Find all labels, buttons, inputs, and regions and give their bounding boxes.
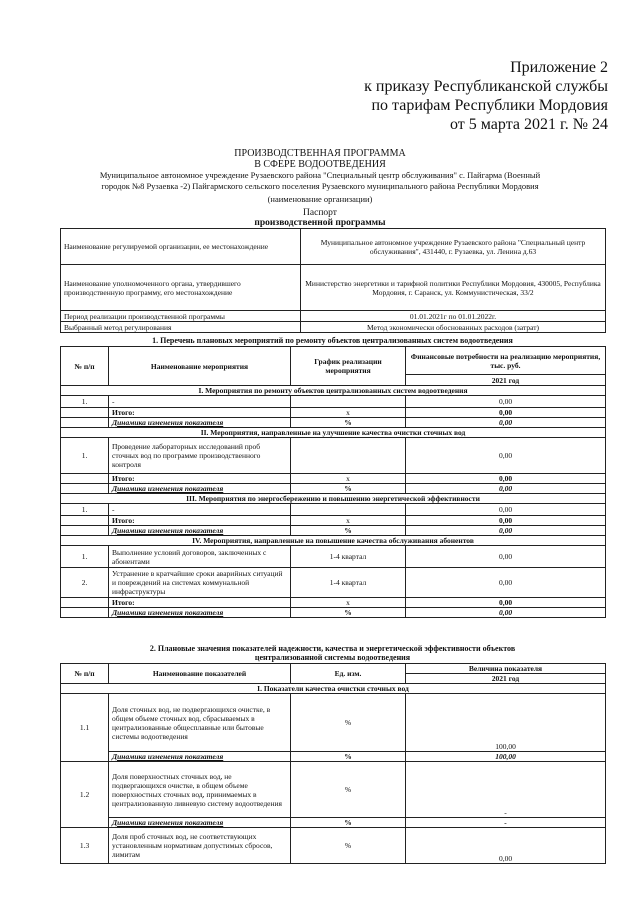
annex-line: к приказу Республиканской службы <box>364 78 608 95</box>
passport-label: Период реализации производственной программы <box>61 311 301 322</box>
row-unit: % <box>291 828 406 864</box>
total-value: 0,00 <box>406 516 606 526</box>
table-row <box>61 762 606 818</box>
row-schedule <box>291 396 406 408</box>
total-x: x <box>291 516 406 526</box>
total-x: x <box>291 408 406 418</box>
row-num: 1. <box>61 546 109 568</box>
row-num: 1.1 <box>61 694 109 762</box>
passport-title <box>0 208 640 228</box>
passport-value: 01.01.2021г по 01.01.2022г. <box>301 311 606 322</box>
dyn-value: 0,00 <box>406 608 606 618</box>
dyn-value: 0,00 <box>406 526 606 536</box>
passport-label: Наименование уполномоченного органа, утвердившего производственную программу, его местонахождение <box>61 265 301 311</box>
table-row <box>61 694 606 752</box>
row-value: 0,00 <box>406 504 606 516</box>
passport-value: Метод экономически обоснованных расходов (затрат) <box>301 322 606 333</box>
dyn-value: 100,00 <box>406 752 606 762</box>
total-label: Итого: <box>109 516 291 526</box>
section-heading <box>60 644 605 662</box>
col-header: Величина показателя <box>406 664 606 674</box>
row-num: 1. <box>61 504 109 516</box>
col-header: Наименование показателей <box>109 664 291 684</box>
row-value: 0,00 <box>406 438 606 474</box>
table-row <box>61 438 606 474</box>
row-schedule <box>291 504 406 516</box>
dyn-unit: % <box>291 418 406 428</box>
table-header-row <box>61 347 606 375</box>
table-row <box>61 608 606 618</box>
col-header: № п/п <box>61 347 109 386</box>
dyn-value: - <box>406 818 606 828</box>
dyn-label: Динамика изменения показателя <box>109 484 291 494</box>
row-value: 0,00 <box>406 396 606 408</box>
table-group-row <box>61 428 606 438</box>
table-group-row <box>61 386 606 396</box>
org-name-line: Муниципальное автономное учреждение Рузаевского района "Специальный центр обслуживания" с. Пайгарма (Военный <box>99 170 541 180</box>
row-name: - <box>109 396 291 408</box>
table-group-row <box>61 684 606 694</box>
annex-block <box>364 58 608 134</box>
row-name: Устранение в кратчайшие сроки аварийных ситуаций и повреждений на системах коммунальной инфраструктуры <box>109 568 291 598</box>
passport-table <box>60 228 606 333</box>
passport-label: Выбранный метод регулирования <box>61 322 301 333</box>
dyn-label: Динамика изменения показателя <box>109 752 291 762</box>
document-title <box>0 148 640 205</box>
group-title: II. Мероприятия, направленные на улучшение качества очистки сточных вод <box>61 428 606 438</box>
table-row <box>61 818 606 828</box>
dyn-unit: % <box>291 752 406 762</box>
section-heading-line: централизованной системы водоотведения <box>254 653 411 662</box>
table-row <box>61 484 606 494</box>
table-row <box>61 598 606 608</box>
row-num: 1. <box>61 396 109 408</box>
row-schedule: 1-4 квартал <box>291 568 406 598</box>
section-heading: 1. Перечень плановых мероприятий по ремонту объектов централизованных систем водоотведения <box>152 336 513 345</box>
group-title: I. Мероприятия по ремонту объектов централизованных систем водоотведения <box>61 386 606 396</box>
row-unit: % <box>291 762 406 818</box>
indicators-table <box>60 663 606 864</box>
dyn-label: Динамика изменения показателя <box>109 818 291 828</box>
table-header-row <box>61 664 606 674</box>
group-title: IV. Мероприятия, направленные на повышение качества обслуживания абонентов <box>61 536 606 546</box>
dyn-unit: % <box>291 526 406 536</box>
total-x: x <box>291 598 406 608</box>
table-row <box>61 418 606 428</box>
dyn-label: Динамика изменения показателя <box>109 608 291 618</box>
total-value: 0,00 <box>406 474 606 484</box>
dyn-label: Динамика изменения показателя <box>109 418 291 428</box>
dyn-unit: % <box>291 484 406 494</box>
annex-line: Приложение 2 <box>510 59 608 76</box>
dyn-value: 0,00 <box>406 418 606 428</box>
row-name: Доля сточных вод, не подвергающихся очистке, в общем объеме сточных вод, сбрасываемых в централизованные общесплавные или бытовые системы водоотведения <box>109 694 291 752</box>
table-row <box>61 828 606 864</box>
table-row <box>61 396 606 408</box>
title-line: В СФЕРЕ ВОДООТВЕДЕНИЯ <box>254 159 386 170</box>
col-header: График реализации мероприятия <box>291 347 406 386</box>
table-group-row <box>61 494 606 504</box>
total-label: Итого: <box>109 598 291 608</box>
passport-label: Наименование регулируемой организации, ее местонахождение <box>61 229 301 265</box>
annex-line: по тарифам Республики Мордовия <box>371 97 608 114</box>
row-schedule: 1-4 квартал <box>291 546 406 568</box>
table-row <box>61 311 606 322</box>
row-value: 0,00 <box>406 568 606 598</box>
col-header: Наименование мероприятия <box>109 347 291 386</box>
row-schedule <box>291 438 406 474</box>
col-header: 2021 год <box>406 674 606 684</box>
row-value: - <box>406 762 606 818</box>
table-row <box>61 504 606 516</box>
row-name: - <box>109 504 291 516</box>
table-row <box>61 265 606 311</box>
passport-heading: Паспорт <box>303 208 337 218</box>
row-num: 2. <box>61 568 109 598</box>
table-row <box>61 752 606 762</box>
table-row <box>61 474 606 484</box>
col-header: Финансовые потребности на реализацию мероприятия, тыс. руб. <box>406 347 606 375</box>
col-header: № п/п <box>61 664 109 684</box>
row-num: 1. <box>61 438 109 474</box>
total-x: x <box>291 474 406 484</box>
group-title: III. Мероприятия по энергосбережению и повышению энергетической эффективности <box>61 494 606 504</box>
passport-value: Муниципальное автономное учреждение Рузаевского района "Специальный центр обслуживания", 431440, г. Рузаевка, ул. Ленина д.63 <box>301 229 606 265</box>
dyn-label: Динамика изменения показателя <box>109 526 291 536</box>
table-row <box>61 526 606 536</box>
total-label: Итого: <box>109 408 291 418</box>
table-row <box>61 408 606 418</box>
col-header: Ед. изм. <box>291 664 406 684</box>
table-row <box>61 322 606 333</box>
table-row <box>61 516 606 526</box>
table-group-row <box>61 536 606 546</box>
table-row <box>61 229 606 265</box>
table-row <box>61 568 606 598</box>
passport-value: Министерство энергетики и тарифной политики Республики Мордовия, 430005, Республика Мордовия, г. Саранск, ул. Коммунистическая, 33/2 <box>301 265 606 311</box>
row-name: Проведение лабораторных исследований проб сточных вод по программе производственного контроля <box>109 438 291 474</box>
row-value: 0,00 <box>406 546 606 568</box>
measures-table <box>60 346 606 618</box>
row-num: 1.3 <box>61 828 109 864</box>
row-unit: % <box>291 694 406 752</box>
row-name: Доля проб сточных вод, не соответствующих установленным нормативам допустимых сбросов, лимитам <box>109 828 291 864</box>
col-header: 2021 год <box>406 375 606 386</box>
row-name: Выполнение условий договоров, заключенных с абонентами <box>109 546 291 568</box>
total-value: 0,00 <box>406 598 606 608</box>
row-value: 100,00 <box>406 694 606 752</box>
org-caption: (наименование организации) <box>267 194 373 204</box>
dyn-value: 0,00 <box>406 484 606 494</box>
annex-line: от 5 марта 2021 г. № 24 <box>450 116 608 133</box>
row-name: Доля поверхностных сточных вод, не подвергающихся очистке, в общем объеме поверхностных сточных вод, принимаемых в централизованную ливневую систему водоотведения <box>109 762 291 818</box>
total-value: 0,00 <box>406 408 606 418</box>
title-line: ПРОИЗВОДСТВЕННАЯ ПРОГРАММА <box>234 148 406 159</box>
passport-subheading: производственной программы <box>254 218 386 228</box>
dyn-unit: % <box>291 608 406 618</box>
section-heading-line: 2. Плановые значения показателей надежности, качества и энергетической эффективности объектов <box>149 644 516 653</box>
group-title: I. Показатели качества очистки сточных вод <box>61 684 606 694</box>
row-value: 0,00 <box>406 828 606 864</box>
dyn-unit: % <box>291 818 406 828</box>
total-label: Итого: <box>109 474 291 484</box>
org-name-line: городок №8 Рузаевка -2) Пайгармского сельского поселения Рузаевского муниципального района Республики Мордовия <box>101 181 539 191</box>
table-row <box>61 546 606 568</box>
row-num: 1.2 <box>61 762 109 828</box>
